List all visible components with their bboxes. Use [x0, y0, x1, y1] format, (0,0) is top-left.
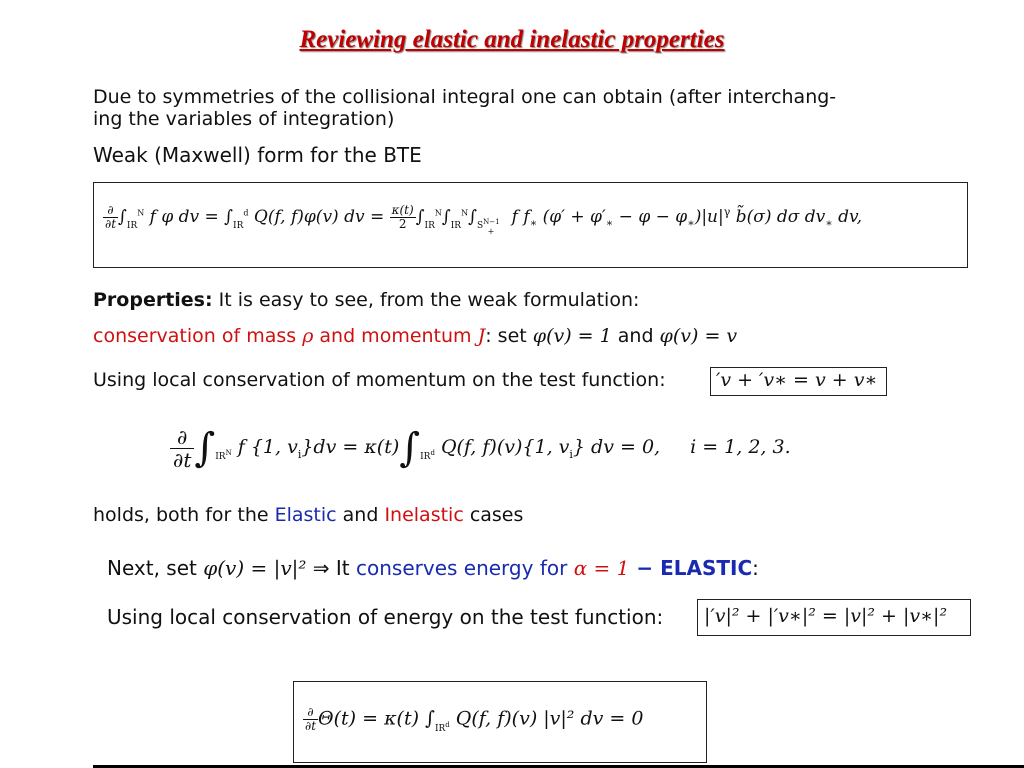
- kappa-fraction: $\frac{\kappa(t)}{2}$: [391, 203, 414, 231]
- theta-equation: $\frac{\partial}{\partial t}$ Θ(t) = κ(t) $\int_{IR^d}$ Q(f, f)(v) |v|² dv = 0: [305, 705, 644, 734]
- holds-line: holds, both for the Elastic and Inelastic cases: [93, 504, 524, 526]
- momentum-equation: $\frac{\partial}{\partial t}$ $\int_{IR^N}$ f {1, $v_i\}dv = \kappa(t)\int_{IR^d}$ Q(f, f)(v){1, $v_i$} dv = 0, i = 1, 2, 3.: [170, 425, 791, 471]
- properties-label: Properties:: [93, 289, 213, 311]
- elastic-word: Elastic: [274, 504, 337, 526]
- local-momentum-text: Using local conservation of momentum on the test function:: [93, 369, 666, 391]
- partial-t-fraction-3: $\frac{\partial}{\partial t}$: [305, 705, 317, 733]
- weak-form-equation: $\frac{\partial}{\partial t}$ $\int_{IR}^N$ f φ dv = $\int_{IR}^d$ Q(f, f)φ(v) dv = $\frac{\kappa(t)}{2}$ $\int_{IR}^N\int_{IR}^N\int_{S^{N-1}+}$ f $f_∗$ $(\varphi' + \varphi'_∗ - \varphi - \varphi_∗)|u|^\gamma$ b̃(σ) dσ $dv_∗$ dv,: [105, 203, 863, 236]
- properties-line: Properties: It is easy to see, from the weak formulation:: [93, 289, 640, 311]
- intro-line-2: ing the variables of integration): [93, 108, 395, 130]
- integral-sign: ∫: [194, 425, 216, 471]
- energy-line: Next, set φ(v) = |v|² ⇒ It conserves energy for α = 1 − ELASTIC:: [107, 556, 759, 580]
- local-momentum-equation: ′v + ′v∗ = v + v∗: [716, 369, 878, 391]
- partial-t-fraction: $\frac{\partial}{\partial t}$: [105, 203, 117, 231]
- local-energy-equation: |′v|² + |′v∗|² = |v|² + |v∗|²: [704, 605, 948, 627]
- inelastic-word: Inelastic: [384, 504, 464, 526]
- weak-form-heading: Weak (Maxwell) form for the BTE: [93, 143, 422, 167]
- conservation-line: conservation of mass ρ and momentum J: set φ(v) = 1 and φ(v) = v: [93, 325, 738, 347]
- integral-sign-2: ∫: [399, 425, 421, 471]
- intro-line-1: Due to symmetries of the collisional integral one can obtain (after interchang-: [93, 86, 837, 108]
- partial-t-fraction-2: $\frac{\partial}{\partial t}$: [170, 426, 194, 471]
- local-energy-text: Using local conservation of energy on the test function:: [107, 605, 664, 629]
- page-title: Reviewing elastic and inelastic properties: [299, 26, 725, 53]
